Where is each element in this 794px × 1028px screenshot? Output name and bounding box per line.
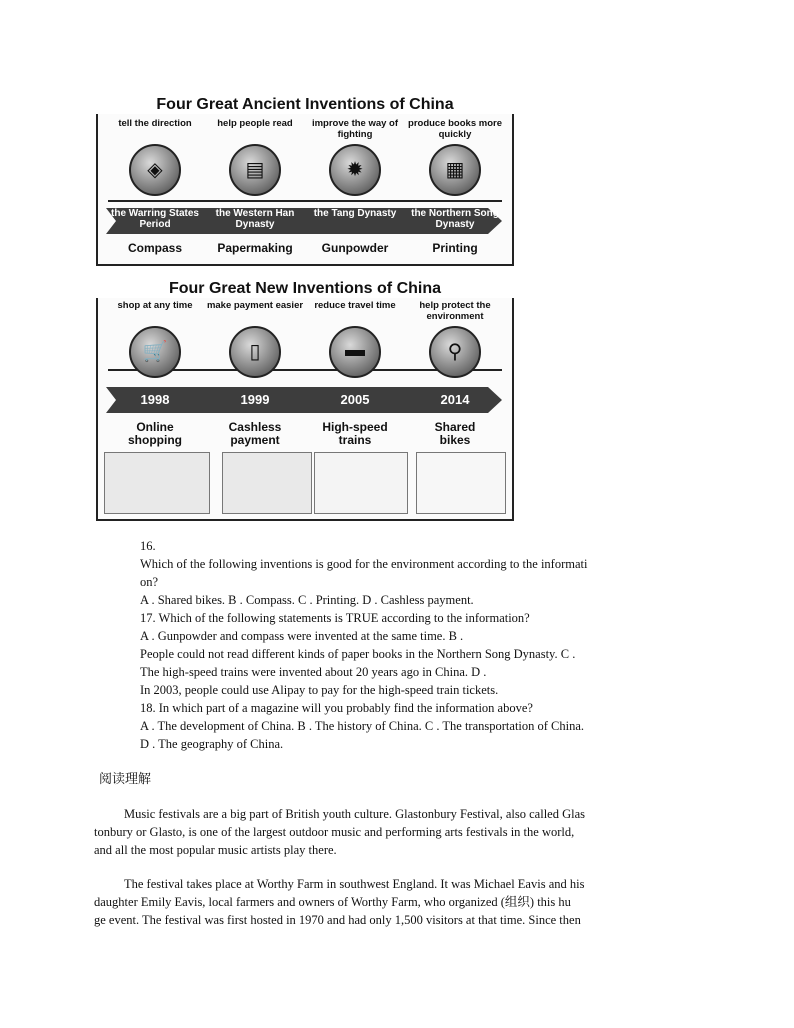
paragraph-line: ge event. The festival was first hosted in 1970 and had only 1,500 visitors at that time. Since then — [94, 913, 581, 927]
era-label: the Tang Dynasty — [313, 208, 397, 219]
ancient-item-gunpowder: improve the way of fighting ✹ — [306, 118, 404, 196]
question-line: on? — [140, 575, 159, 589]
paragraph-line: tonbury or Glasto, is one of the largest outdoor music and performing arts festivals in the world, — [94, 825, 575, 839]
year-label: 1999 — [240, 392, 270, 407]
question-line: A . The development of China. B . The history of China. C . The transportation of China. — [140, 719, 585, 733]
question-line: D . The geography of China. — [140, 737, 284, 751]
shopping-icon: 🛒 — [129, 326, 181, 378]
paragraph-1 — [94, 805, 699, 859]
ancient-item-compass: tell the direction ◈ — [106, 118, 204, 196]
new-item-high-speed-trains: reduce travel time ▬ — [306, 300, 404, 378]
question-line: A . Gunpowder and compass were invented at the same time. B . — [140, 629, 464, 643]
ancient-item-printing: produce books more quickly ▦ — [406, 118, 504, 196]
era-label: the Western Han Dynasty — [215, 208, 295, 230]
paragraph-line: daughter Emily Eavis, local farmers and owners of Worthy Farm, who organized (组织) this hu — [94, 895, 571, 909]
new-item-shared-bikes: help protect the environment ⚲ — [406, 300, 504, 378]
ancient-title: Four Great Ancient Inventions of China — [96, 96, 514, 114]
app-icons-illustration — [104, 452, 210, 514]
questions-block — [140, 537, 700, 753]
invention-name: Gunpowder — [321, 241, 389, 255]
paragraph-line: The festival takes place at Worthy Farm in southwest England. It was Michael Eavis and his — [124, 877, 585, 891]
new-title: Four Great New Inventions of China — [96, 280, 514, 298]
paragraph-line: Music festivals are a big part of British youth culture. Glastonbury Festival, also called Glas — [124, 807, 586, 821]
paragraph-line: and all the most popular music artists play there. — [94, 843, 337, 857]
question-line: 18. In which part of a magazine will you probably find the information above? — [140, 701, 533, 715]
payment-illustration — [222, 452, 312, 514]
invention-name: High-speed trains — [322, 420, 388, 447]
phone-payment-icon: ▯ — [229, 326, 281, 378]
question-line: In 2003, people could use Alipay to pay for the high-speed train tickets. — [140, 683, 499, 697]
invention-name: Shared bikes — [434, 420, 476, 447]
inventions-figure — [96, 90, 514, 520]
invention-name: Compass — [127, 241, 183, 255]
paragraph-2 — [94, 875, 699, 929]
era-label: the Northern Song Dynasty — [411, 208, 499, 230]
bike-icon: ⚲ — [429, 326, 481, 378]
era-label: the Warring States Period — [111, 208, 199, 230]
paper-icon: ▤ — [229, 144, 281, 196]
invention-name: Papermaking — [217, 241, 293, 255]
printing-block-icon: ▦ — [429, 144, 481, 196]
year-label: 1998 — [140, 392, 170, 407]
question-line: 16. — [140, 539, 156, 553]
ancient-item-papermaking: help people read ▤ — [206, 118, 304, 196]
invention-name: Printing — [432, 241, 478, 255]
question-line: The high-speed trains were invented about 20 years ago in China. D . — [140, 665, 487, 679]
compass-icon: ◈ — [129, 144, 181, 196]
section-heading: 阅读理解 — [99, 772, 152, 787]
question-line: A . Shared bikes. B . Compass. C . Printing. D . Cashless payment. — [140, 593, 474, 607]
new-item-online-shopping: shop at any time 🛒 — [106, 300, 204, 378]
train-icon: ▬ — [329, 326, 381, 378]
cannon-icon: ✹ — [329, 144, 381, 196]
question-line: Which of the following inventions is good for the environment according to the informati — [140, 557, 588, 571]
year-label: 2005 — [340, 392, 370, 407]
cyclists-illustration — [416, 452, 506, 514]
travellers-illustration — [314, 452, 408, 514]
year-label: 2014 — [440, 392, 470, 407]
timeline-line — [108, 200, 502, 202]
question-line: 17. Which of the following statements is TRUE according to the information? — [140, 611, 530, 625]
invention-name: Online shopping — [128, 420, 182, 447]
invention-name: Cashless payment — [228, 420, 282, 447]
question-line: People could not read different kinds of paper books in the Northern Song Dynasty. C . — [140, 647, 576, 661]
new-item-cashless-payment: make payment easier ▯ — [206, 300, 304, 378]
